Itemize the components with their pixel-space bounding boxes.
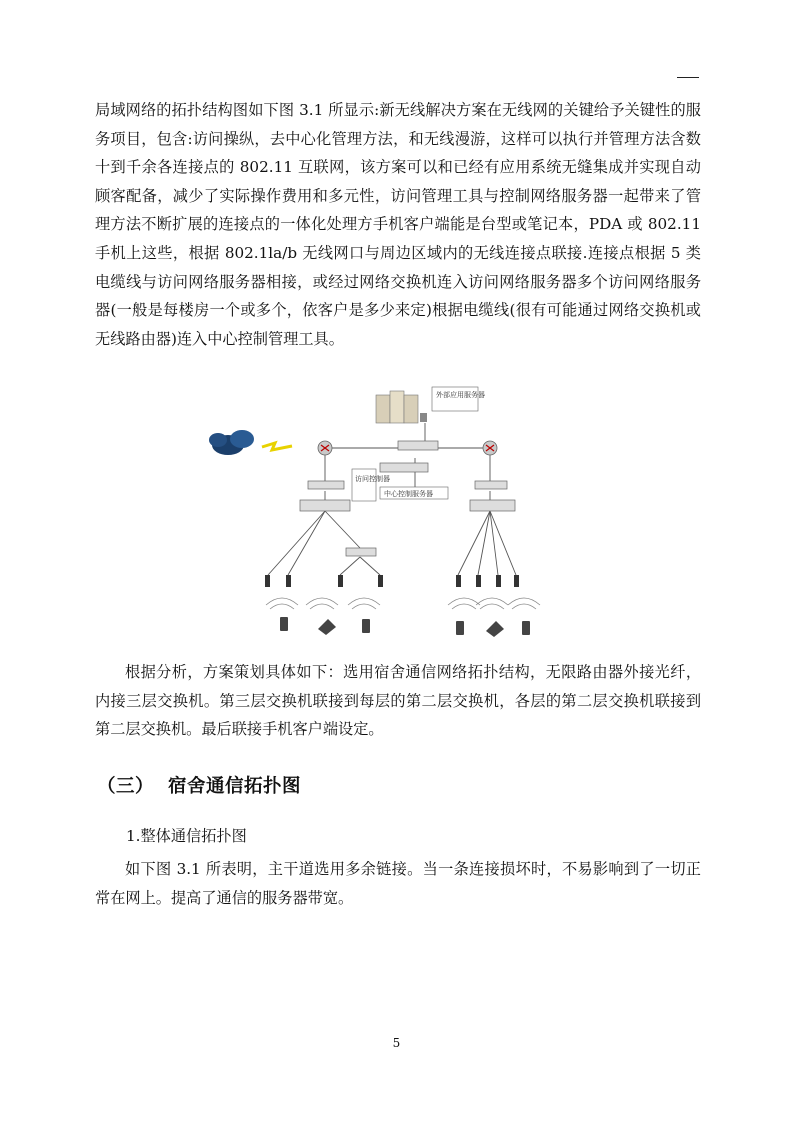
page-number: 5 [392,1036,401,1050]
section-title: 宿舍通信拓扑图 [168,776,302,797]
core-switch-icon [398,441,438,450]
left-l2-switch-icon [300,500,350,511]
wireless-signal-icons [266,598,540,609]
wireless-link-icon [262,443,292,450]
section-number: （三） [97,776,155,797]
control-switch-icon [380,463,428,472]
external-server-label: 外部应用服务器 [436,391,485,399]
internet-cloud-icon [209,430,254,455]
paragraph-3: 如下图 3.1 所表明，主干道选用多余链接。当一条连接损坏时，不易影响到了一切正常在网上。提高了通信的服务器带宽。 [95,860,701,907]
center-server-label: 中心控制服务器 [384,490,433,498]
access-controller-label: 访问控制器 [355,475,390,483]
paragraph-2: 根据分析，方案策划具体如下：选用宿舍通信网络拓扑结构，无限路由器外接光纤，内接三层交换机。第三层交换机联接到每层的第二层交换机，各层的第二层交换机联接到第二层交换机。最后联接手机客户端设定。 [95,663,701,739]
router-left-icon [318,441,332,455]
floor-switch-icon [346,548,376,556]
right-l2-switch-icon [470,500,515,511]
left-l3-switch-icon [308,481,344,489]
network-topology-figure [200,383,555,645]
right-l3-switch-icon [475,481,507,489]
header-rule [677,77,699,78]
client-devices [280,617,530,637]
router-right-icon [483,441,497,455]
section-heading [97,772,301,798]
subheading: 1.整体通信拓扑图 [126,827,247,845]
paragraph-1: 局域网络的拓扑结构图如下图 3.1 所显示:新无线解决方案在无线网的关键给予关键性的服务项目，包含:访问操纵，去中心化管理方法，和无线漫游，这样可以执行并管理方法含数十到千余各连接点的 802.11 互联网，该方案可以和已经有应用系统无缝集成并实现自动顾客配备，减少了实际操作费用和多元性，访问管理工具与控制网络服务器一起带来了管理方法不断扩展的连接点的一体化处理方手机客户端能是台型或笔记本，PDA 或 802.11 手机上这些，根据 802.1la/b 无线网口与周边区域内的无线连接点联接.连接点根据 5 类电缆线与访问网络服务器相接，或经过网络交换机连入访问网络服务器多个访问网络服务器(一般是每楼房一个或多个，依客户是多少来定)根据电缆线(很有可能通过网络交换机或无线路由器)连入中心控制管理工具。 [95,101,701,348]
server-cluster-icon [376,391,427,423]
access-points [265,575,519,587]
